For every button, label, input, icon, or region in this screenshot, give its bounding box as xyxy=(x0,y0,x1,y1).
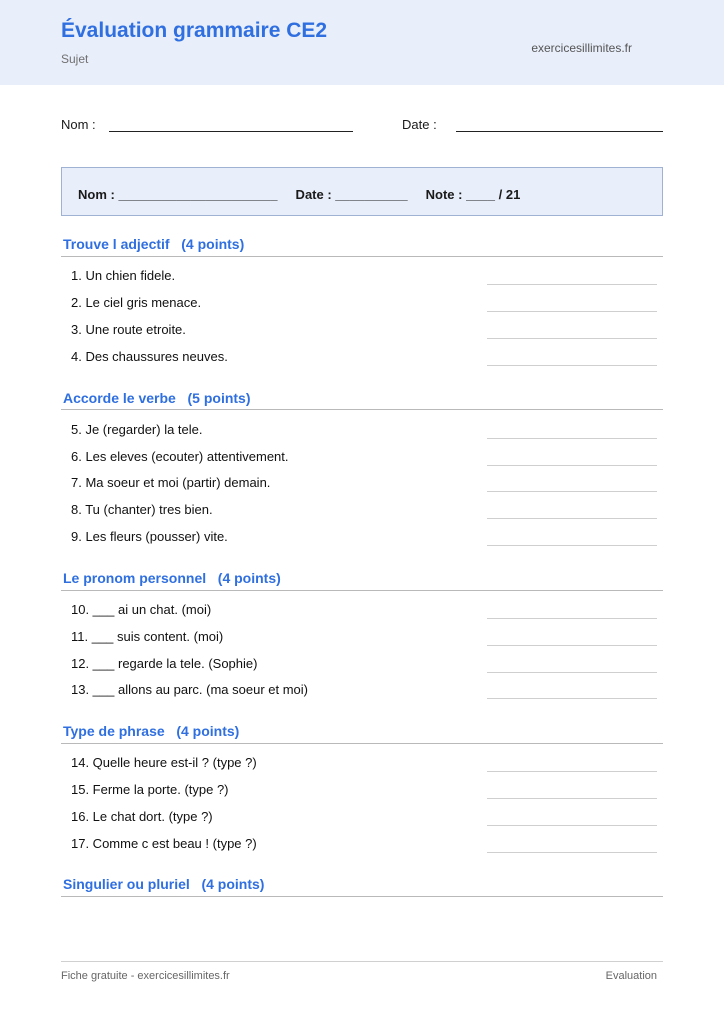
score-box-text: Nom : ______________________ Date : __________ Note : ____ / 21 xyxy=(78,187,521,202)
exercise-item: 10. ___ ai un chat. (moi) xyxy=(71,602,212,617)
answer-line xyxy=(487,645,657,646)
name-field-line xyxy=(109,131,353,132)
name-label: Nom : xyxy=(61,117,96,132)
section-rule xyxy=(61,590,663,591)
answer-line xyxy=(487,518,657,519)
exercise-item: 15. Ferme la porte. (type ?) xyxy=(71,782,229,797)
exercise-item: 4. Des chaussures neuves. xyxy=(71,349,228,364)
exercise-item: 7. Ma soeur et moi (partir) demain. xyxy=(71,475,271,490)
section-title: Accorde le verbe (5 points) xyxy=(63,390,251,406)
page-title: Évaluation grammaire CE2 xyxy=(61,19,328,42)
answer-line xyxy=(487,311,657,312)
answer-line xyxy=(487,545,657,546)
answer-line xyxy=(487,284,657,285)
exercise-item: 17. Comme c est beau ! (type ?) xyxy=(71,836,257,851)
date-field-line xyxy=(456,131,663,132)
exercise-item: 9. Les fleurs (pousser) vite. xyxy=(71,529,228,544)
score-box xyxy=(61,167,663,216)
answer-line xyxy=(487,672,657,673)
answer-line xyxy=(487,438,657,439)
footer-source: Fiche gratuite - exercicesillimites.fr xyxy=(61,970,230,982)
answer-line xyxy=(487,798,657,799)
exercise-item: 13. ___ allons au parc. (ma soeur et moi) xyxy=(71,682,309,697)
exercise-item: 1. Un chien fidele. xyxy=(71,268,176,283)
exercise-item: 6. Les eleves (ecouter) attentivement. xyxy=(71,449,289,464)
section-rule xyxy=(61,256,663,257)
answer-line xyxy=(487,491,657,492)
answer-line xyxy=(487,825,657,826)
answer-line xyxy=(487,852,657,853)
answer-line xyxy=(487,465,657,466)
answer-line xyxy=(487,365,657,366)
exercise-item: 2. Le ciel gris menace. xyxy=(71,295,202,310)
exercise-item: 5. Je (regarder) la tele. xyxy=(71,422,203,437)
section-rule xyxy=(61,409,663,410)
exercise-item: 14. Quelle heure est-il ? (type ?) xyxy=(71,755,257,770)
exercise-item: 16. Le chat dort. (type ?) xyxy=(71,809,213,824)
section-rule xyxy=(61,743,663,744)
footer-rule xyxy=(61,961,663,962)
section-title: Type de phrase (4 points) xyxy=(63,723,240,739)
answer-line xyxy=(487,338,657,339)
exercise-item: 11. ___ suis content. (moi) xyxy=(71,629,224,644)
section-title: Trouve l adjectif (4 points) xyxy=(63,236,245,252)
answer-line xyxy=(487,698,657,699)
section-title: Le pronom personnel (4 points) xyxy=(63,570,281,586)
exercise-item: 8. Tu (chanter) tres bien. xyxy=(71,502,213,517)
site-name: exercicesillimites.fr xyxy=(531,41,632,55)
answer-line xyxy=(487,771,657,772)
answer-line xyxy=(487,618,657,619)
exercise-item: 3. Une route etroite. xyxy=(71,322,186,337)
exercise-item: 12. ___ regarde la tele. (Sophie) xyxy=(71,656,258,671)
page-subtitle: Sujet xyxy=(61,52,89,66)
section-rule xyxy=(61,896,663,897)
footer-label: Evaluation xyxy=(605,970,657,982)
section-title: Singulier ou pluriel (4 points) xyxy=(63,876,265,892)
date-label: Date : xyxy=(402,117,437,132)
